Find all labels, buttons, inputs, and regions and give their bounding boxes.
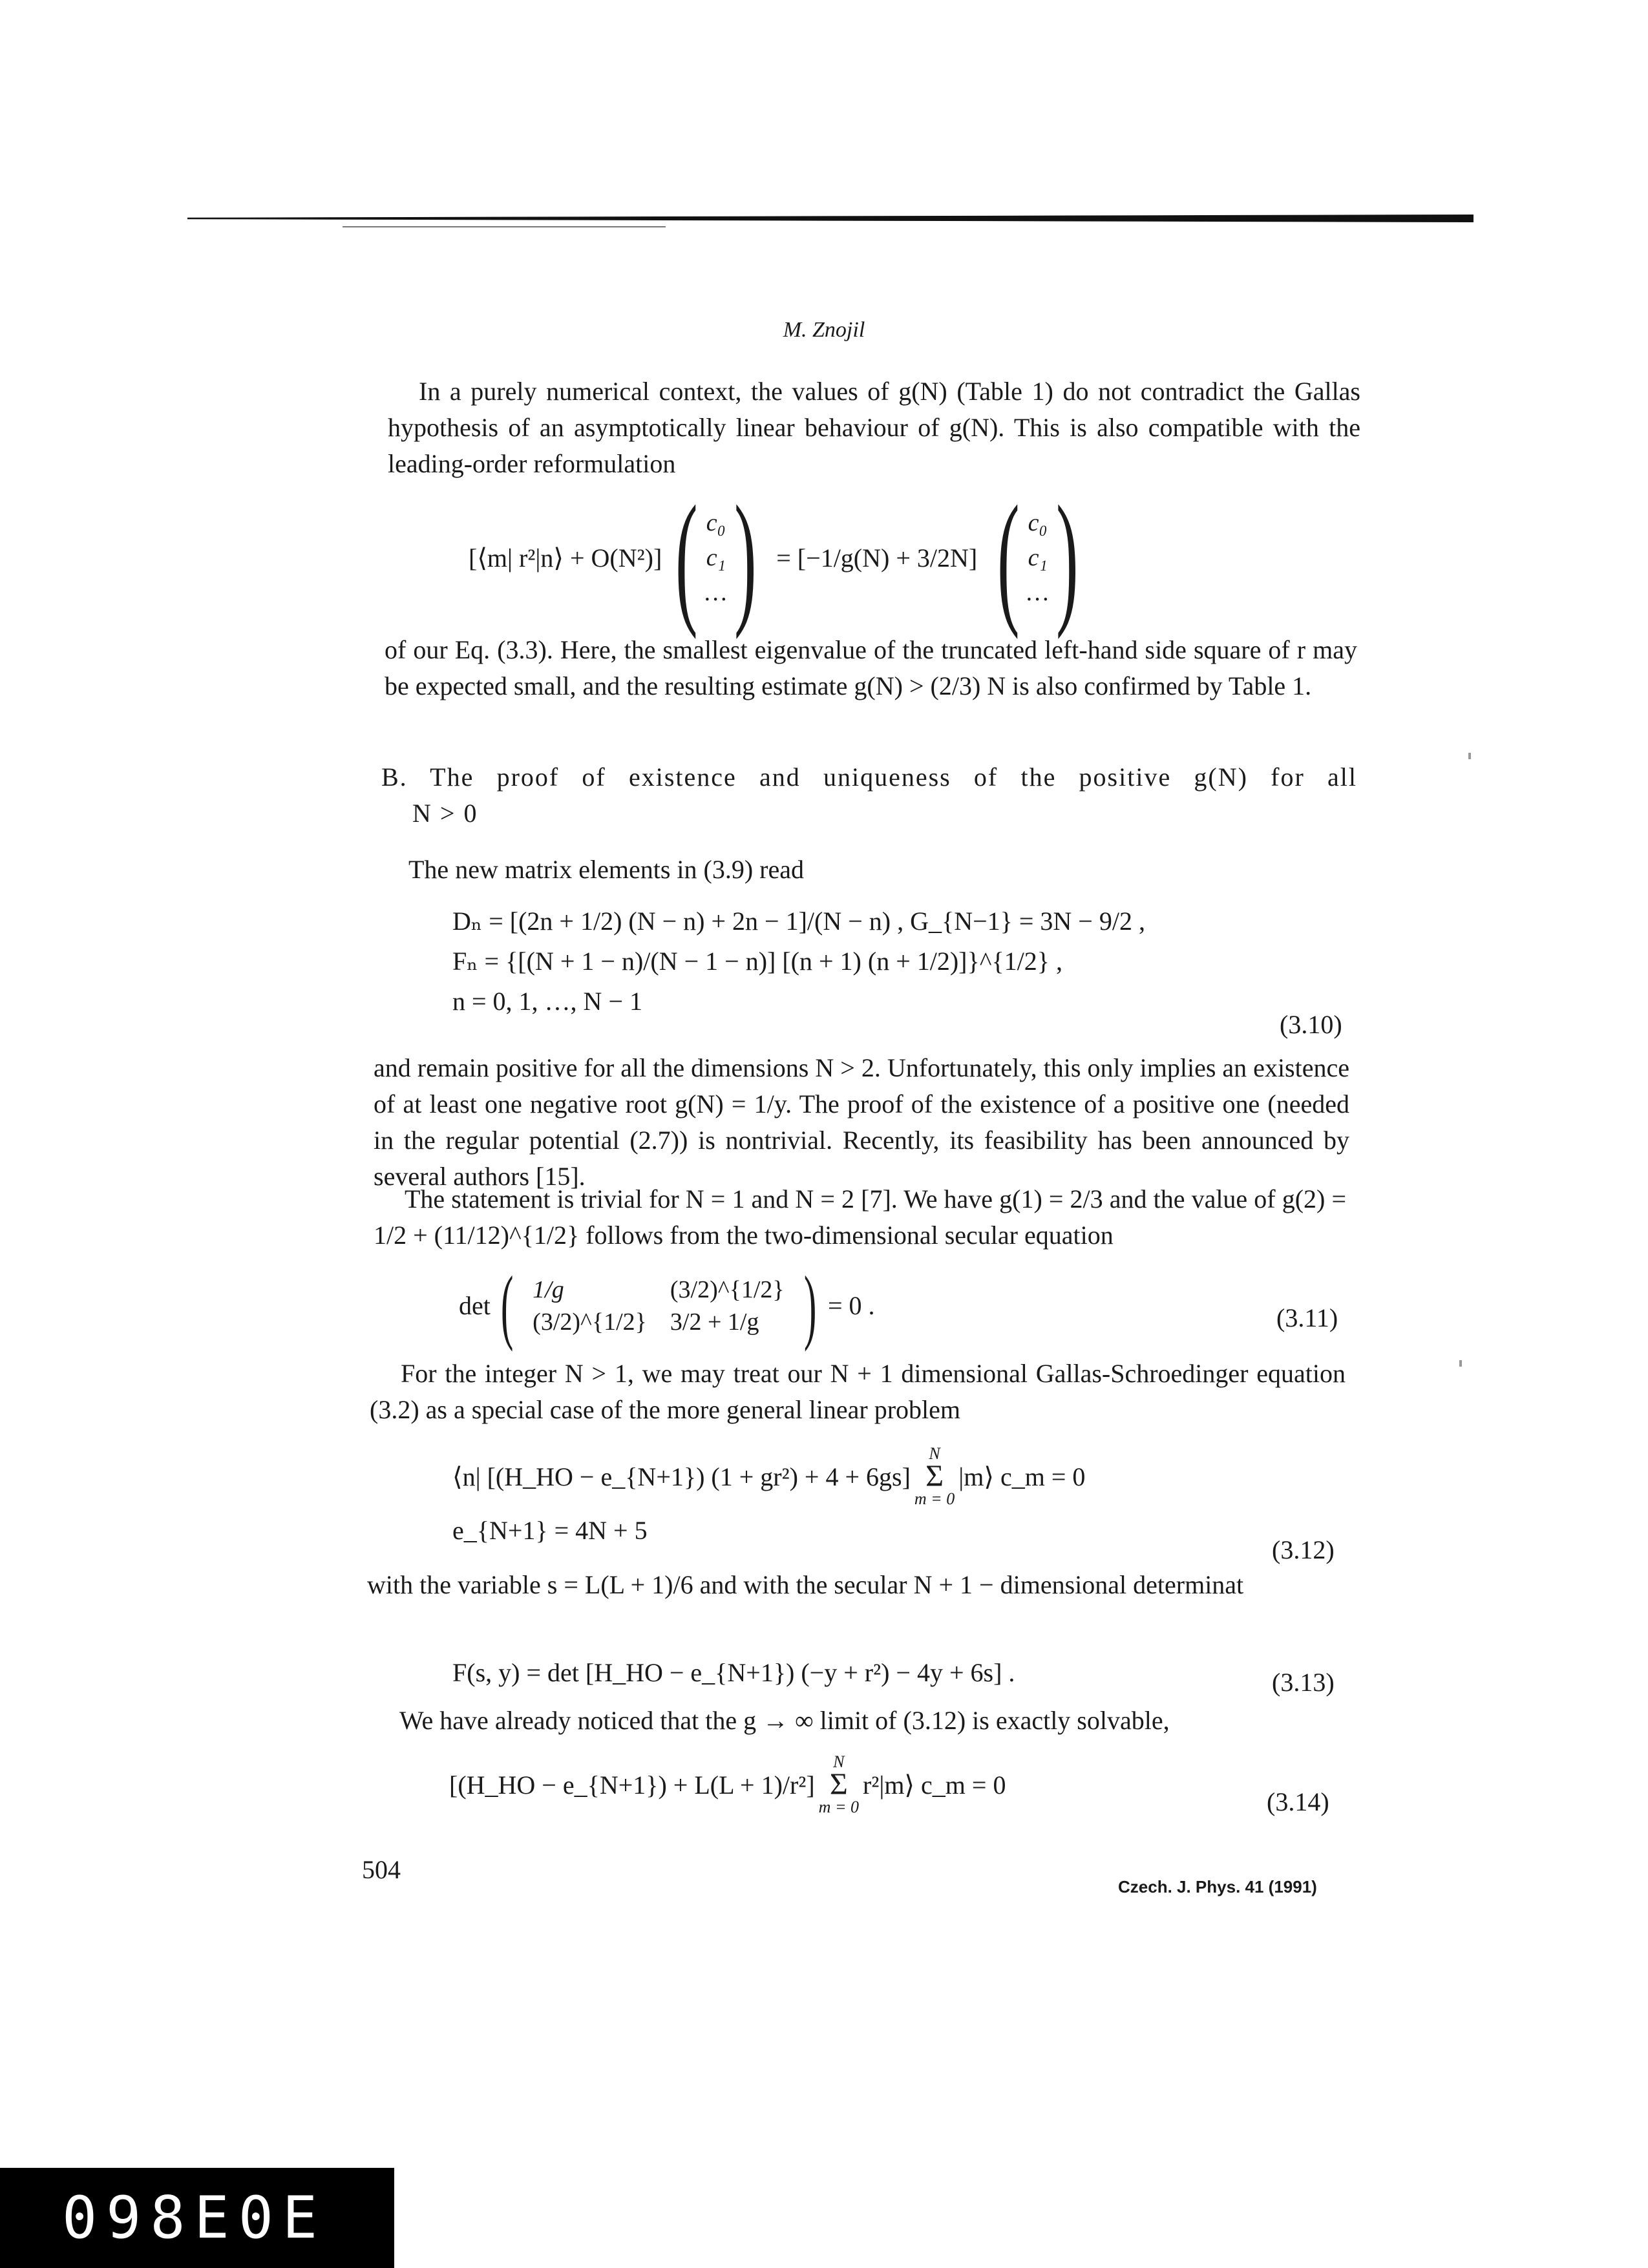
archive-stamp: 098E0E — [0, 2168, 394, 2268]
paragraph-3 — [408, 852, 1352, 888]
equation-number-3-10: (3.10) — [1280, 1010, 1342, 1039]
eq-311-rhs: = 0 . — [827, 1291, 875, 1320]
vector-c0: c₀ — [706, 509, 726, 536]
matrix-cell-22: 3/2 + 1/g — [670, 1308, 759, 1336]
page-number: 504 — [362, 1855, 401, 1884]
equation-3-14 — [449, 1752, 1006, 1817]
paragraph-8 — [368, 1703, 1341, 1739]
sigma-icon: Σ — [829, 1767, 848, 1801]
eq-310-line-2: Fₙ = {[(N + 1 − n)/(N − 1 − n)] [(n + 1) (n + 1/2)]}^{1/2} , — [452, 947, 1062, 976]
paragraph-4-text: and remain positive for all the dimensions N > 2. Unfortunately, this only implies an existence of at least one negative root g(N) = 1/y. The proof of the existence of a positive one (needed in the regular potential (2.7)) is nontrivial. Recently, its feasibility has been announced by several authors [15]. — [374, 1053, 1349, 1191]
paragraph-2-text: of our Eq. (3.3). Here, the smallest eigenvalue of the truncated left-hand side square of r may be expected small, and the resulting estimate g(N) > (2/3) N is also confirmed by Table 1. — [385, 635, 1357, 700]
paragraph-5 — [374, 1181, 1346, 1254]
matrix-cell-12: (3/2)^{1/2} — [670, 1276, 785, 1303]
paragraph-1 — [388, 373, 1360, 482]
running-header: M. Znojil — [783, 318, 865, 342]
sum-lower-limit: m = 0 — [914, 1489, 955, 1508]
paragraph-6-text: For the integer N > 1, we may treat our N + 1 dimensional Gallas-Schroedinger equation (3.2) as a special case of the more general linear problem — [370, 1359, 1346, 1424]
eq-310-line-3: n = 0, 1, …, N − 1 — [452, 987, 643, 1016]
eq-a-mid: = [−1/g(N) + 3/2N] — [776, 543, 978, 572]
paragraph-1-text: In a purely numerical context, the values of g(N) (Table 1) do not contradict the Gallas hypothesis of an asymptotically linear behaviour of g(N). This is also compatible with the leading-order reformulation — [388, 377, 1360, 478]
equation-3-10 — [452, 901, 1145, 1022]
left-paren: ( — [675, 475, 698, 640]
matrix-cell-21: (3/2)^{1/2} — [533, 1308, 647, 1336]
eq-312-lhs: ⟨n| [(H_HO − e_{N+1}) (1 + gr²) + 4 + 6gs] — [452, 1462, 911, 1491]
paragraph-3-text: The new matrix elements in (3.9) read — [408, 855, 804, 884]
equation-3-11 — [459, 1259, 875, 1352]
vector-dots: … — [1026, 579, 1049, 606]
summation — [819, 1752, 859, 1817]
left-paren: ( — [500, 1259, 514, 1352]
top-rule-thin — [343, 226, 666, 227]
matrix-cell-11: 1/g — [533, 1276, 564, 1303]
paragraph-8-text: We have already noticed that the g → ∞ limit of (3.12) is exactly solvable, — [399, 1706, 1170, 1735]
eq-314-lhs: [(H_HO − e_{N+1}) + L(L + 1)/r²] — [449, 1770, 815, 1800]
vector-c1: c₁ — [706, 544, 726, 571]
scan-mark — [1459, 1360, 1462, 1367]
paragraph-5-text: The statement is trivial for N = 1 and N = 2 [7]. We have g(1) = 2/3 and the value of g(2) = 1/2 + (11/12)^{1/2} follows from the two-dimensional secular equation — [374, 1184, 1346, 1250]
eq-a-vector-right — [1027, 505, 1049, 610]
sum-lower-limit: m = 0 — [818, 1798, 859, 1816]
eq-311-matrix — [521, 1274, 796, 1338]
paragraph-7 — [367, 1567, 1343, 1603]
equation-number-3-13: (3.13) — [1272, 1668, 1335, 1697]
eq-a-lhs: [⟨m| r²|n⟩ + O(N²)] — [469, 543, 662, 572]
paragraph-4 — [374, 1050, 1349, 1195]
right-paren: ) — [734, 475, 757, 640]
sum-upper-limit: N — [929, 1444, 940, 1463]
vector-c0: c₀ — [1028, 509, 1048, 536]
journal-citation: Czech. J. Phys. 41 (1991) — [1118, 1877, 1317, 1896]
sum-upper-limit: N — [833, 1752, 845, 1771]
summation — [914, 1444, 955, 1509]
paragraph-6 — [370, 1356, 1346, 1428]
eq-312-line-2: e_{N+1} = 4N + 5 — [452, 1516, 648, 1545]
equation-3-12 — [452, 1444, 1085, 1509]
eq-a-vector-left — [705, 505, 727, 610]
equation-number-3-12: (3.12) — [1272, 1535, 1335, 1564]
top-rule — [187, 215, 1474, 222]
vector-dots: … — [704, 579, 727, 606]
section-b-line-1: B. The proof of existence and uniqueness of the positive g(N) for all — [381, 762, 1357, 792]
equation-number-3-11: (3.11) — [1276, 1303, 1338, 1332]
equation-3-13: F(s, y) = det [H_HO − e_{N+1}) (−y + r²) − 4y + 6s] . — [452, 1658, 1015, 1687]
paragraph-7-text: with the variable s = L(L + 1)/6 and with the secular N + 1 − dimensional determinat — [367, 1570, 1244, 1599]
scan-mark — [1468, 753, 1471, 759]
paragraph-2 — [385, 632, 1357, 704]
left-paren: ( — [997, 475, 1020, 640]
equation-number-3-14: (3.14) — [1267, 1787, 1329, 1816]
eq-312-rhs: |m⟩ c_m = 0 — [958, 1462, 1086, 1491]
eq-310-line-1: Dₙ = [(2n + 1/2) (N − n) + 2n − 1]/(N − n) , G_{N−1} = 3N − 9/2 , — [452, 907, 1145, 936]
section-heading-b — [381, 759, 1357, 832]
right-paren: ) — [803, 1259, 817, 1352]
section-b-line-2: N > 0 — [412, 799, 478, 828]
right-paren: ) — [1055, 475, 1079, 640]
eq-311-det: det — [459, 1291, 491, 1320]
equation-leading-order — [469, 475, 1092, 640]
vector-c1: c₁ — [1028, 544, 1048, 571]
sigma-icon: Σ — [925, 1459, 944, 1493]
eq-314-rhs: r²|m⟩ c_m = 0 — [863, 1770, 1006, 1800]
